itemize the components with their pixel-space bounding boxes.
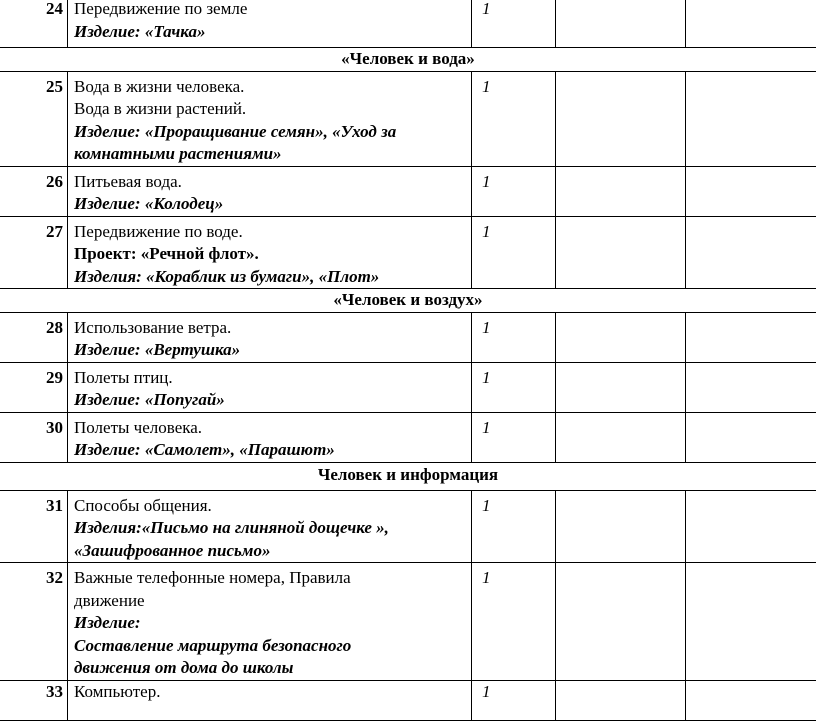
topic-line: Использование ветра. bbox=[74, 317, 471, 340]
product-line: Изделие: bbox=[74, 612, 471, 635]
empty-cell bbox=[556, 216, 686, 289]
product-line: Изделие: «Попугай» bbox=[74, 389, 471, 412]
lesson-hours: 1 bbox=[472, 312, 556, 362]
lesson-topic bbox=[68, 0, 472, 48]
lesson-topic bbox=[68, 166, 472, 216]
product-line: Изделия:«Письмо на глиняной дощечке », bbox=[74, 517, 471, 540]
project-line: Проект: «Речной флот». bbox=[74, 243, 471, 266]
product-line: комнатными растениями» bbox=[74, 143, 471, 166]
lesson-hours: 1 bbox=[472, 490, 556, 563]
table-row bbox=[0, 563, 816, 681]
lesson-topic bbox=[68, 680, 472, 720]
empty-cell bbox=[556, 362, 686, 412]
topic-line: Способы общения. bbox=[74, 495, 471, 518]
empty-cell bbox=[556, 312, 686, 362]
product-line: Изделие: «Тачка» bbox=[74, 21, 471, 44]
lesson-number: 26 bbox=[0, 166, 68, 216]
topic-line: Полеты птиц. bbox=[74, 367, 471, 390]
product-line: «Зашифрованное письмо» bbox=[74, 540, 471, 563]
empty-cell bbox=[556, 0, 686, 48]
empty-cell bbox=[686, 312, 816, 362]
empty-cell bbox=[686, 680, 816, 720]
section-title: «Человек и вода» bbox=[0, 48, 816, 72]
empty-cell bbox=[686, 216, 816, 289]
section-title: Человек и информация bbox=[0, 462, 816, 490]
lesson-number: 32 bbox=[0, 563, 68, 681]
lesson-topic bbox=[68, 490, 472, 563]
section-title: «Человек и воздух» bbox=[0, 289, 816, 313]
lesson-hours: 1 bbox=[472, 0, 556, 48]
lesson-topic bbox=[68, 412, 472, 462]
product-line: Изделие: «Вертушка» bbox=[74, 339, 471, 362]
lesson-hours: 1 bbox=[472, 563, 556, 681]
section-row bbox=[0, 289, 816, 313]
lesson-topic bbox=[68, 563, 472, 681]
table-row bbox=[0, 71, 816, 166]
section-row bbox=[0, 462, 816, 490]
empty-cell bbox=[556, 71, 686, 166]
table-row bbox=[0, 216, 816, 289]
topic-line: Компьютер. bbox=[74, 681, 471, 704]
lesson-number: 25 bbox=[0, 71, 68, 166]
table-row bbox=[0, 362, 816, 412]
lesson-hours: 1 bbox=[472, 362, 556, 412]
empty-cell bbox=[556, 490, 686, 563]
product-line: Изделие: «Проращивание семян», «Уход за bbox=[74, 121, 471, 144]
table-row bbox=[0, 166, 816, 216]
empty-cell bbox=[686, 71, 816, 166]
lesson-hours: 1 bbox=[472, 680, 556, 720]
lesson-number: 30 bbox=[0, 412, 68, 462]
table-row bbox=[0, 0, 816, 48]
empty-cell bbox=[556, 412, 686, 462]
lesson-topic bbox=[68, 362, 472, 412]
topic-line: Передвижение по воде. bbox=[74, 221, 471, 244]
empty-cell bbox=[556, 166, 686, 216]
lesson-hours: 1 bbox=[472, 166, 556, 216]
product-line: Изделие: «Колодец» bbox=[74, 193, 471, 216]
topic-line: Передвижение по земле bbox=[74, 0, 471, 21]
product-line: Составление маршрута безопасного bbox=[74, 635, 471, 658]
empty-cell bbox=[556, 563, 686, 681]
lesson-hours: 1 bbox=[472, 71, 556, 166]
product-line: Изделия: «Кораблик из бумаги», «Плот» bbox=[74, 266, 471, 289]
lesson-number: 29 bbox=[0, 362, 68, 412]
lesson-number: 33 bbox=[0, 680, 68, 720]
topic-line: Питьевая вода. bbox=[74, 171, 471, 194]
lesson-number: 27 bbox=[0, 216, 68, 289]
lesson-topic bbox=[68, 216, 472, 289]
empty-cell bbox=[686, 0, 816, 48]
lesson-number: 24 bbox=[0, 0, 68, 48]
lesson-topic bbox=[68, 312, 472, 362]
topic-line: Вода в жизни растений. bbox=[74, 98, 471, 121]
empty-cell bbox=[686, 166, 816, 216]
lesson-number: 31 bbox=[0, 490, 68, 563]
topic-line: движение bbox=[74, 590, 471, 613]
section-row bbox=[0, 48, 816, 72]
lesson-hours: 1 bbox=[472, 412, 556, 462]
table-row bbox=[0, 490, 816, 563]
topic-line: Важные телефонные номера, Правила bbox=[74, 567, 471, 590]
empty-cell bbox=[686, 563, 816, 681]
table-row bbox=[0, 312, 816, 362]
empty-cell bbox=[686, 412, 816, 462]
empty-cell bbox=[556, 680, 686, 720]
empty-cell bbox=[686, 490, 816, 563]
table-row bbox=[0, 680, 816, 720]
lesson-number: 28 bbox=[0, 312, 68, 362]
topic-line: Вода в жизни человека. bbox=[74, 76, 471, 99]
lesson-topic bbox=[68, 71, 472, 166]
empty-cell bbox=[686, 362, 816, 412]
lesson-hours: 1 bbox=[472, 216, 556, 289]
table-row bbox=[0, 412, 816, 462]
product-line: Изделие: «Самолет», «Парашют» bbox=[74, 439, 471, 462]
product-line: движения от дома до школы bbox=[74, 657, 471, 680]
topic-line: Полеты человека. bbox=[74, 417, 471, 440]
